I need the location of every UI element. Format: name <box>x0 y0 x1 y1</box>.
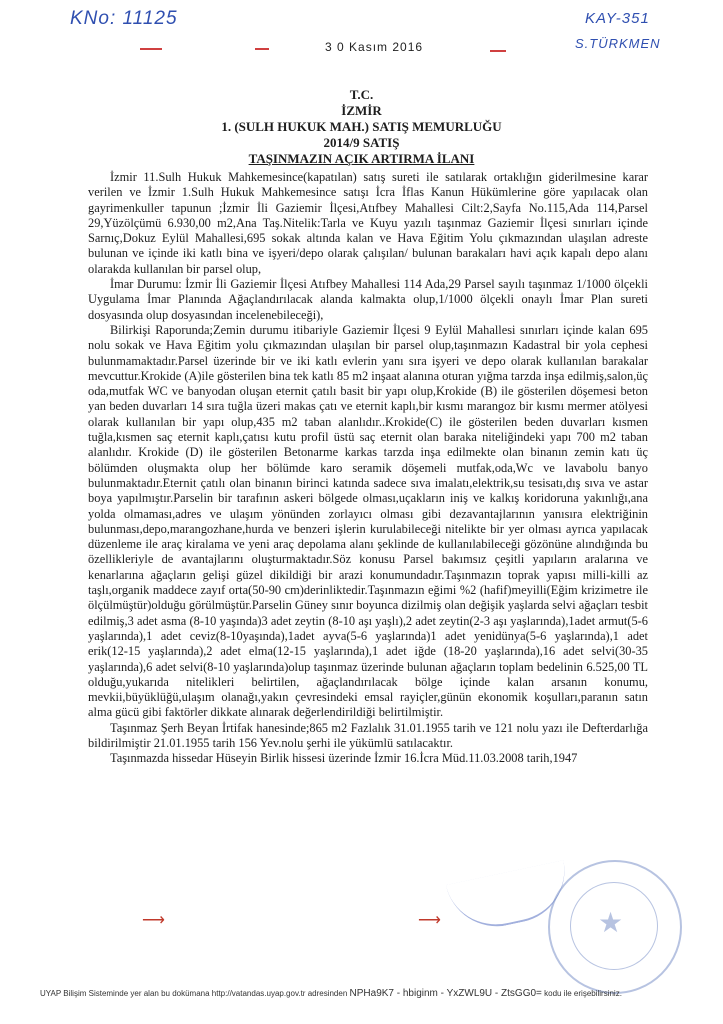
header-tc: T.C. <box>349 87 374 102</box>
red-dash-mark <box>140 48 162 50</box>
header-office: 1. (SULH HUKUK MAH.) SATIŞ MEMURLUĞU <box>221 119 502 134</box>
paragraph-shareholder: Taşınmazda hissedar Hüseyin Birlik hissesi üzerinde İzmir 16.İcra Müd.11.03.2008 tarih,1947 <box>110 751 578 766</box>
paragraph-intro: İzmir 11.Sulh Hukuk Mahkemesince(kapatılan) satış sureti ile satılarak ortaklığın giderilmesine karar verilen ve İzmir 1.Sulh Hukuk Mahkemesince satışı İcra İflas Kanun Hükümlerine göre yapılacak olan gayrimenkuller tapunun ;İzmir İli Gaziemir İlçesi,Atıfbey Mahallesi Cilt:2,Sayfa No.115,Ada 114,Parsel 29,Yüzölçümü 6.930,00 m2,Ana Taş.Nitelik:Tarla ve Kuyu yazılı taşınmaz Gaziemir İlçesi sınırları içinde Sarnıç,Dokuz Eylül Mahallesi,695 sokak altında kalan ve Hava Eğitim Yolu çıkmazından ulaşılan adreste bulunan ve içinde iki katlı bina ve işyeri/depo olarak çalışılan/ bulunan barakaları havi açık kapalı depo alanı olarakda kullanılan bir parsel olup, <box>88 170 648 276</box>
red-arrow-mark: ⟶ <box>418 912 441 929</box>
handwritten-name: S.TÜRKMEN <box>575 36 661 51</box>
document-title: TAŞINMAZIN AÇIK ARTIRMA İLANI <box>248 151 475 166</box>
official-seal <box>548 860 682 994</box>
red-dash-mark <box>490 50 506 52</box>
footer-prefix: UYAP Bilişim Sisteminde yer alan bu dokümana http://vatandas.uyap.gov.tr adresinden <box>40 989 348 998</box>
header-sale-number: 2014/9 SATIŞ <box>323 135 400 150</box>
red-arrow-mark: ⟶ <box>142 912 165 929</box>
document-body <box>88 170 648 767</box>
red-dash-mark <box>255 48 269 50</box>
received-date-stamp: 3 0 Kasım 2016 <box>325 40 424 54</box>
footer-suffix: kodu ile erişebilirsiniz. <box>544 989 622 998</box>
handwritten-file-number: KNo: 11125 <box>70 8 178 29</box>
footer-access-code: NPHa9K7 - hbiginm - YxZWL9U - ZtsGG0= <box>349 988 542 999</box>
handwritten-reference: KAY-351 <box>585 10 650 27</box>
footer <box>40 988 700 999</box>
seal-star-icon: ★ <box>598 908 624 939</box>
paragraph-expert-report: Bilirkişi Raporunda;Zemin durumu itibariyle Gaziemir İlçesi 9 Eylül Mahallesi sınırları içinde kalan 695 nolu sokak ve Hava Eğitim yolu çıkmazından ulaşılan bir parsel olup,taşınmazın Kadastral bir yola cephesi bulunmamaktadır.Parsel üzerinde bir ve iki katlı evlerin yanı sıra işyeri ve depo olarak kullanılan barakalar mevcuttur.Krokide (A)ile gösterilen bina tek katlı 85 m2 inşaat alanına oturan yığma tarzda inşa edilmiş,salon,üç oda,mutfak WC ve banyodan oluşan eternit çatılı basit bir yapı olup,Krokide (B) ile gösterilen döşemesi beton yan beden duvarları 14 sıra tuğla üzeri makas çatı ve eternit kaplı,bir kısmı marangoz bir kısmı mermer atölyesi olarak kullanılan bir yapı olup,435 m2 taban alanlıdır..Krokide(C) ile gösterilen beden duvarları kısmen tuğla,kısmen saç eternit kaplı,çatısı kutu profil üstü saç eternit olan baraka niteliğindeki yapı 700 m2 taban alanlıdır. Krokide (D) ile gösterilen Betonarme karkas tarzda inşa edilmekte olan binanın zemin katı üç bölümden oluşmakta olup her bölümde karo seramik döşemeli mutfak,oda,Wc ve lavabolu banyo bulunmaktadır.Eternit çatılı olan binanın birinci katında sadece sıva imalatı,elektrik,su tesisatı,dış sıva ve astar boya yapılmıştır.Parselin bir tarafının askeri bölgede olması,uçakların iniş ve kalkış koridoruna yakınlığı,ana yolda olmaması,adres ve ulaşım yönünden zorlayıcı olması gibi dezavantajlarının yanısıra elektriğinin bulunması,depo,marangozhane,hurda ve benzeri işlerin kurulabileceği nitelikte bir yer olması ayrıca yapılacak düzenleme ile araç kiralama ve yeni araç depolama alanı şeklinde de kullanılabileceği gözönüne alındığında bu özellikleriyle de avantajlarını oluşturmaktadır.Söz konusu Parsel bakımsız çeşitli yapıların aralarına ve kenarlarına ağaçların gelişi güzel dikildiği bir arazi konumundadır.Taşınmazın toprak yapısı milli-killi az taşlı,organik maddece zayıf orta(50-90 cm)derinliktedir.Taşınmazın eğimi %2 (hafif)meyilli(Eğim krizimetre ile ölçülmüştür)olduğu görülmüştür.Parselin Güney sınır boyunca dizilmiş olan değişik yaşlarda selvi ağaçları tesbit edilmiş,3 adet asma (8-10 yaşında)3 adet zeytin (8-10 aşı yaşlı),2 adet zeytin(2-3 aşı yaşlarında),1adet armut(5-6 yaşlarında),1 adet ceviz(8-10yaşında),1adet ayva(5-6 yaşlarında)1 adet yenidünya(5-6 yaşlarında),1 adet erik(12-15 yaşlarında),2 adet elma(12-15 yaşlarında),1 adet iğde (18-20 yaşlarında),16 adet selvi(30-35 yaşlarında),6 adet selvi(8-10 yaşlarında)olup taşınmaz üzerinde bulunan ağaçların toplam bedelinin 6.525,00 TL olduğu,yukarıda nitelikleri belirtilen, ağaçlandırılacak bölge içinde kalan arsanın konumu, mevkii,büyüklüğü,ulaşım olanağı,yakın çevresindeki emsal rayiçler,günün ekonomik koşulları,paranın satın alma gücü gibi faktörler dikkate alınarak değerlendirildiği belirtilmiştir. <box>88 322 648 720</box>
paragraph-annotation: Taşınmaz Şerh Beyan İrtifak hanesinde;865 m2 Fazlalık 31.01.1955 tarih ve 121 nolu yazı ile Defterdarlığa bildirilmiştir 21.01.1955 tarih 156 Yev.nolu şerhi ile yükümlü satılacaktır. <box>88 720 648 750</box>
paragraph-zoning: İmar Durumu: İzmir İli Gaziemir İlçesi Atıfbey Mahallesi 114 Ada,29 Parsel sayılı taşınmaz 1/1000 ölçekli Uygulama İmar Planında Ağaçlandırılacak alanda kalmakta olup,1/1000 ölçekli onaylı İmar Plan sureti dosyasında olup dosyasından incelenebileceği), <box>88 277 648 322</box>
header-city: İZMİR <box>341 103 382 118</box>
